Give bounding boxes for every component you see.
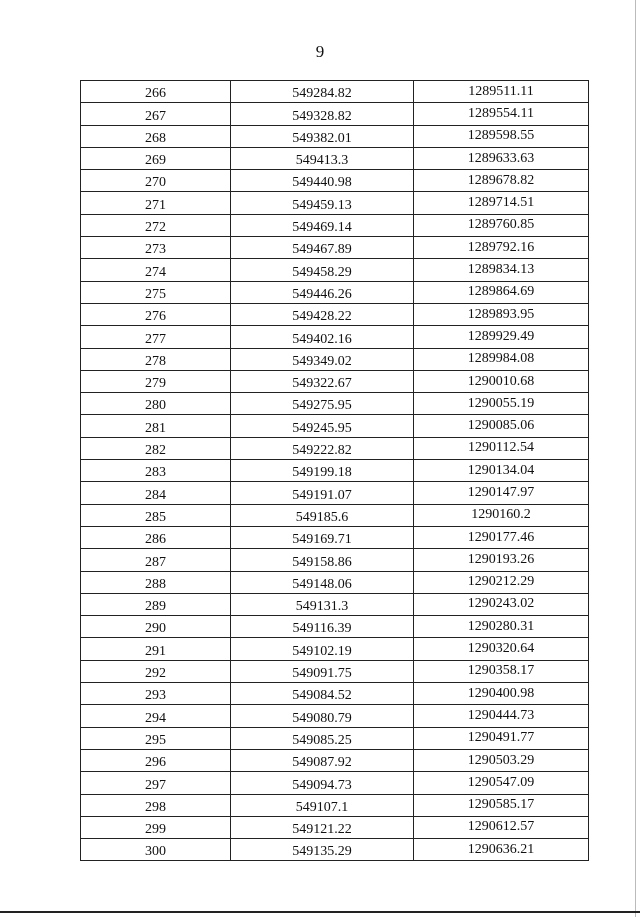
table-row <box>81 125 589 147</box>
point-number-cell: 268 <box>81 125 231 147</box>
y-coordinate-cell: 1290358.17 <box>414 660 589 682</box>
point-number-cell: 277 <box>81 326 231 348</box>
y-coordinate-cell: 1290585.17 <box>414 794 589 816</box>
table-row <box>81 794 589 816</box>
point-number-cell: 275 <box>81 281 231 303</box>
x-coordinate-cell: 549148.06 <box>231 571 414 593</box>
x-coordinate-cell: 549085.25 <box>231 727 414 749</box>
table-row <box>81 839 589 861</box>
point-number-cell: 298 <box>81 794 231 816</box>
point-number-cell: 266 <box>81 81 231 103</box>
y-coordinate-cell: 1290147.97 <box>414 482 589 504</box>
x-coordinate-cell: 549185.6 <box>231 504 414 526</box>
table-row <box>81 683 589 705</box>
x-coordinate-cell: 549199.18 <box>231 460 414 482</box>
point-number-cell: 284 <box>81 482 231 504</box>
x-coordinate-cell: 549459.13 <box>231 192 414 214</box>
y-coordinate-cell: 1290112.54 <box>414 437 589 459</box>
table-row <box>81 370 589 392</box>
point-number-cell: 280 <box>81 393 231 415</box>
y-coordinate-cell: 1290177.46 <box>414 526 589 548</box>
x-coordinate-cell: 549469.14 <box>231 214 414 236</box>
coordinates-table-wrapper <box>80 80 588 861</box>
x-coordinate-cell: 549084.52 <box>231 683 414 705</box>
x-coordinate-cell: 549322.67 <box>231 370 414 392</box>
y-coordinate-cell: 1290055.19 <box>414 393 589 415</box>
x-coordinate-cell: 549458.29 <box>231 259 414 281</box>
y-coordinate-cell: 1290243.02 <box>414 593 589 615</box>
x-coordinate-cell: 549275.95 <box>231 393 414 415</box>
point-number-cell: 267 <box>81 103 231 125</box>
point-number-cell: 279 <box>81 370 231 392</box>
x-coordinate-cell: 549245.95 <box>231 415 414 437</box>
y-coordinate-cell: 1289929.49 <box>414 326 589 348</box>
table-row <box>81 259 589 281</box>
point-number-cell: 273 <box>81 237 231 259</box>
point-number-cell: 270 <box>81 170 231 192</box>
x-coordinate-cell: 549428.22 <box>231 303 414 325</box>
y-coordinate-cell: 1290280.31 <box>414 616 589 638</box>
table-row <box>81 237 589 259</box>
x-coordinate-cell: 549413.3 <box>231 147 414 169</box>
point-number-cell: 269 <box>81 147 231 169</box>
y-coordinate-cell: 1290010.68 <box>414 370 589 392</box>
x-coordinate-cell: 549328.82 <box>231 103 414 125</box>
x-coordinate-cell: 549222.82 <box>231 437 414 459</box>
table-row <box>81 727 589 749</box>
table-row <box>81 816 589 838</box>
x-coordinate-cell: 549440.98 <box>231 170 414 192</box>
y-coordinate-cell: 1289893.95 <box>414 303 589 325</box>
table-row <box>81 81 589 103</box>
y-coordinate-cell: 1289633.63 <box>414 147 589 169</box>
table-row <box>81 593 589 615</box>
table-row <box>81 504 589 526</box>
point-number-cell: 283 <box>81 460 231 482</box>
coordinates-table <box>80 80 589 861</box>
table-row <box>81 437 589 459</box>
point-number-cell: 286 <box>81 526 231 548</box>
x-coordinate-cell: 549135.29 <box>231 839 414 861</box>
x-coordinate-cell: 549121.22 <box>231 816 414 838</box>
y-coordinate-cell: 1290320.64 <box>414 638 589 660</box>
table-row <box>81 170 589 192</box>
y-coordinate-cell: 1289598.55 <box>414 125 589 147</box>
point-number-cell: 290 <box>81 616 231 638</box>
x-coordinate-cell: 549102.19 <box>231 638 414 660</box>
table-row <box>81 147 589 169</box>
x-coordinate-cell: 549467.89 <box>231 237 414 259</box>
page-edge <box>635 0 636 917</box>
y-coordinate-cell: 1289834.13 <box>414 259 589 281</box>
point-number-cell: 271 <box>81 192 231 214</box>
point-number-cell: 300 <box>81 839 231 861</box>
table-row <box>81 103 589 125</box>
y-coordinate-cell: 1289984.08 <box>414 348 589 370</box>
point-number-cell: 274 <box>81 259 231 281</box>
y-coordinate-cell: 1290212.29 <box>414 571 589 593</box>
table-row <box>81 460 589 482</box>
point-number-cell: 292 <box>81 660 231 682</box>
table-row <box>81 482 589 504</box>
x-coordinate-cell: 549094.73 <box>231 772 414 794</box>
point-number-cell: 278 <box>81 348 231 370</box>
x-coordinate-cell: 549080.79 <box>231 705 414 727</box>
point-number-cell: 296 <box>81 749 231 771</box>
x-coordinate-cell: 549116.39 <box>231 616 414 638</box>
y-coordinate-cell: 1289792.16 <box>414 237 589 259</box>
table-row <box>81 415 589 437</box>
point-number-cell: 287 <box>81 549 231 571</box>
x-coordinate-cell: 549087.92 <box>231 749 414 771</box>
x-coordinate-cell: 549446.26 <box>231 281 414 303</box>
y-coordinate-cell: 1290444.73 <box>414 705 589 727</box>
point-number-cell: 272 <box>81 214 231 236</box>
y-coordinate-cell: 1290491.77 <box>414 727 589 749</box>
table-row <box>81 214 589 236</box>
table-row <box>81 348 589 370</box>
x-coordinate-cell: 549349.02 <box>231 348 414 370</box>
coordinates-table-body <box>81 81 589 861</box>
table-row <box>81 326 589 348</box>
point-number-cell: 293 <box>81 683 231 705</box>
y-coordinate-cell: 1289760.85 <box>414 214 589 236</box>
table-row <box>81 749 589 771</box>
y-coordinate-cell: 1290400.98 <box>414 683 589 705</box>
x-coordinate-cell: 549158.86 <box>231 549 414 571</box>
point-number-cell: 281 <box>81 415 231 437</box>
table-row <box>81 772 589 794</box>
table-row <box>81 281 589 303</box>
y-coordinate-cell: 1290193.26 <box>414 549 589 571</box>
x-coordinate-cell: 549284.82 <box>231 81 414 103</box>
x-coordinate-cell: 549191.07 <box>231 482 414 504</box>
table-row <box>81 549 589 571</box>
table-row <box>81 660 589 682</box>
x-coordinate-cell: 549107.1 <box>231 794 414 816</box>
page-number: 9 <box>315 42 325 61</box>
y-coordinate-cell: 1289864.69 <box>414 281 589 303</box>
x-coordinate-cell: 549169.71 <box>231 526 414 548</box>
point-number-cell: 276 <box>81 303 231 325</box>
x-coordinate-cell: 549382.01 <box>231 125 414 147</box>
x-coordinate-cell: 549402.16 <box>231 326 414 348</box>
y-coordinate-cell: 1289511.11 <box>414 81 589 103</box>
table-row <box>81 616 589 638</box>
y-coordinate-cell: 1290636.21 <box>414 839 589 861</box>
y-coordinate-cell: 1289714.51 <box>414 192 589 214</box>
point-number-cell: 295 <box>81 727 231 749</box>
point-number-cell: 288 <box>81 571 231 593</box>
table-row <box>81 638 589 660</box>
bottom-rule <box>0 911 640 913</box>
y-coordinate-cell: 1289554.11 <box>414 103 589 125</box>
y-coordinate-cell: 1289678.82 <box>414 170 589 192</box>
y-coordinate-cell: 1290085.06 <box>414 415 589 437</box>
point-number-cell: 297 <box>81 772 231 794</box>
table-row <box>81 526 589 548</box>
x-coordinate-cell: 549091.75 <box>231 660 414 682</box>
table-row <box>81 705 589 727</box>
point-number-cell: 285 <box>81 504 231 526</box>
table-row <box>81 303 589 325</box>
table-row <box>81 192 589 214</box>
point-number-cell: 299 <box>81 816 231 838</box>
y-coordinate-cell: 1290134.04 <box>414 460 589 482</box>
y-coordinate-cell: 1290160.2 <box>414 504 589 526</box>
point-number-cell: 291 <box>81 638 231 660</box>
table-row <box>81 393 589 415</box>
point-number-cell: 289 <box>81 593 231 615</box>
y-coordinate-cell: 1290612.57 <box>414 816 589 838</box>
y-coordinate-cell: 1290547.09 <box>414 772 589 794</box>
point-number-cell: 282 <box>81 437 231 459</box>
x-coordinate-cell: 549131.3 <box>231 593 414 615</box>
table-row <box>81 571 589 593</box>
point-number-cell: 294 <box>81 705 231 727</box>
y-coordinate-cell: 1290503.29 <box>414 749 589 771</box>
